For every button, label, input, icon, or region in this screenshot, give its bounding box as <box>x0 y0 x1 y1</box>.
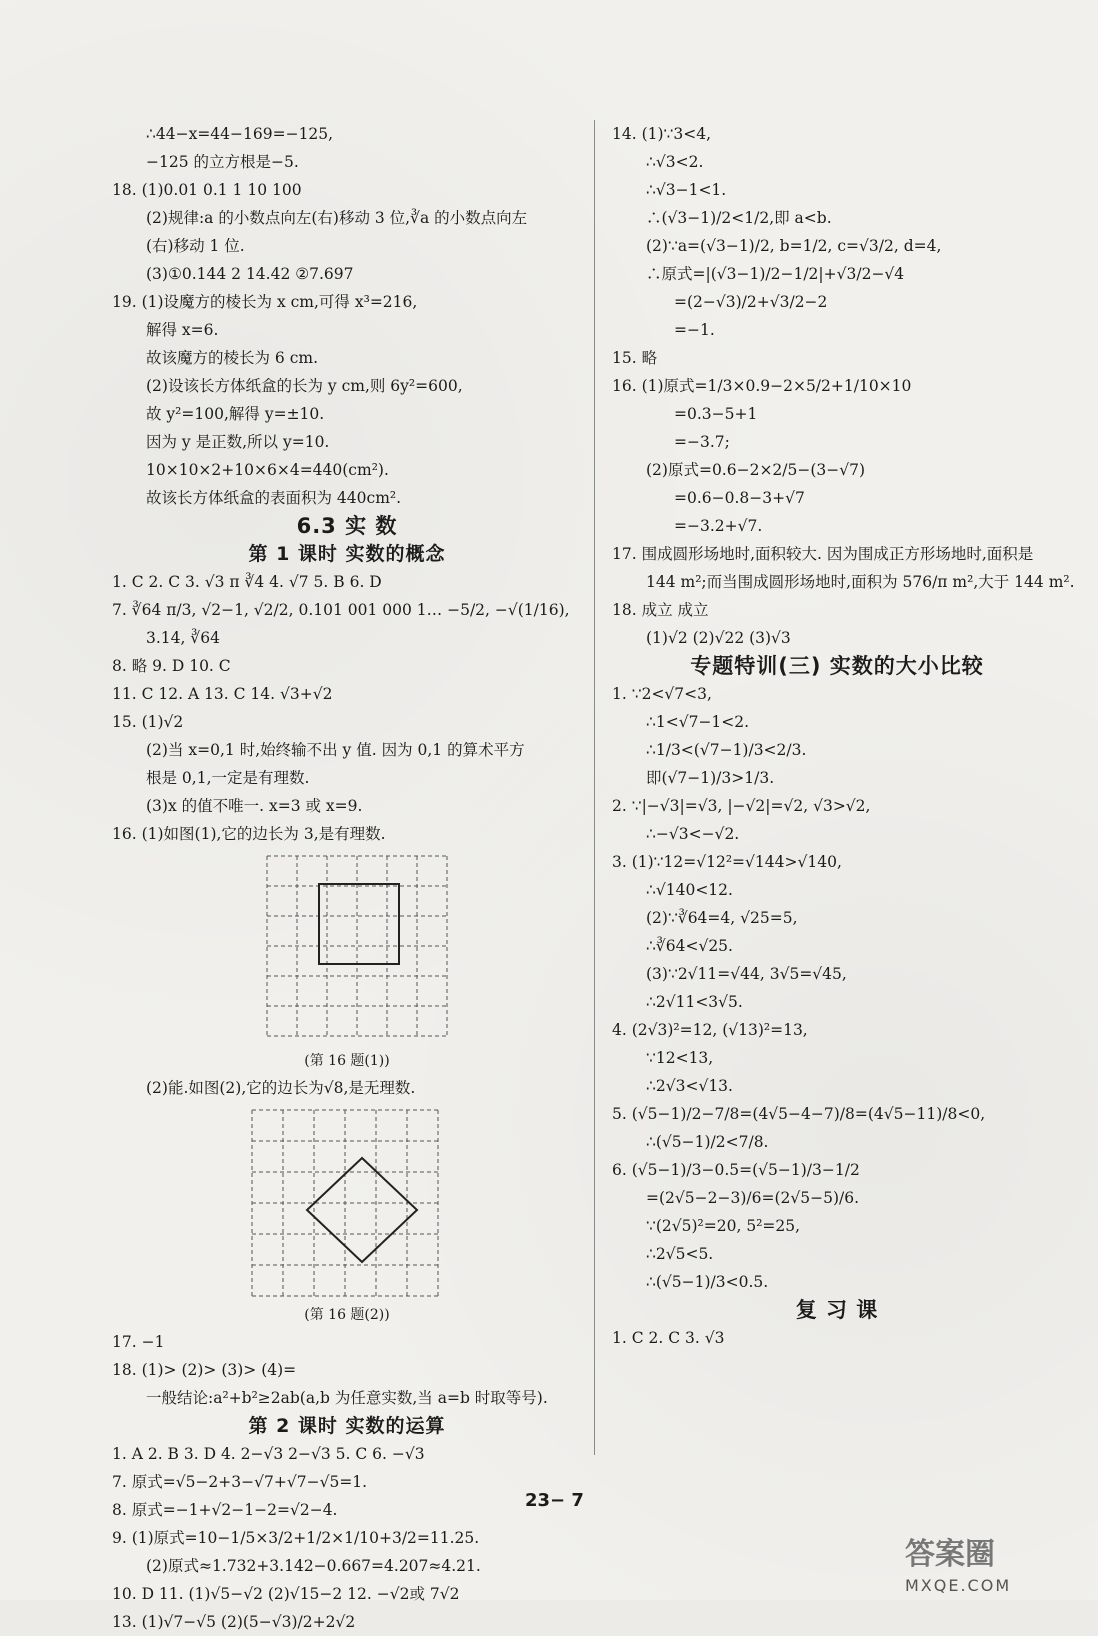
right-column <box>612 120 1075 1352</box>
right-line: =0.3−5+1 <box>674 405 758 423</box>
square-side-3 <box>319 884 399 964</box>
square-side-root8 <box>307 1158 417 1262</box>
right-line: ∴√140<12. <box>646 881 733 899</box>
left-line: 因为 y 是正数,所以 y=10. <box>146 433 330 451</box>
left-line: 7. ∛64 π/3, √2−1, √2/2, 0.101 001 000 1… −5/2, −√(1/16), <box>112 601 570 619</box>
left-tail-line: 1. A 2. B 3. D 4. 2−√3 2−√3 5. C 6. −√3 <box>112 1445 425 1463</box>
right-line: 15. 略 <box>612 349 658 367</box>
left-tail-line: 18. (1)> (2)> (3)> (4)= <box>112 1361 297 1379</box>
left-line: 故该魔方的棱长为 6 cm. <box>146 349 319 367</box>
grid-square-figure <box>112 854 582 1050</box>
right-line: 1. C 2. C 3. √3 <box>612 1329 725 1347</box>
left-line: −125 的立方根是−5. <box>146 153 299 171</box>
left-line: 3.14, ∛64 <box>146 629 220 647</box>
right-line: ∴√3<2. <box>646 153 704 171</box>
left-line: 故 y²=100,解得 y=±10. <box>146 405 325 423</box>
right-line: ∴2√3<√13. <box>646 1077 733 1095</box>
left-mid-lines <box>112 1074 582 1102</box>
right-line: 4. (2√3)²=12, (√13)²=13, <box>612 1021 808 1039</box>
left-line: 6.3 实 数 <box>296 514 398 538</box>
right-line: (2)∵a=(√3−1)/2, b=1/2, c=√3/2, d=4, <box>646 237 942 255</box>
figure-16-2 <box>112 1108 582 1326</box>
left-line: 8. 略 9. D 10. C <box>112 657 231 675</box>
right-line: =−3.2+√7. <box>674 517 763 535</box>
right-line: ∴(√5−1)/2<7/8. <box>646 1133 769 1151</box>
right-line: 5. (√5−1)/2−7/8=(4√5−4−7)/8=(4√5−11)/8<0, <box>612 1105 986 1123</box>
left-tail-line: 8. 原式=−1+√2−1−2=√2−4. <box>112 1501 338 1519</box>
left-tail-line: 9. (1)原式=10−1/5×3/2+1/2×1/10+3/2=11.25. <box>112 1529 480 1547</box>
right-line: =0.6−0.8−3+√7 <box>674 489 805 507</box>
left-tail-line: 7. 原式=√5−2+3−√7+√7−√5=1. <box>112 1473 368 1491</box>
right-line: ∴原式=|(√3−1)/2−1/2|+√3/2−√4 <box>646 265 905 283</box>
right-line: 1. ∵2<√7<3, <box>612 685 712 703</box>
left-line: 16. (1)如图(1),它的边长为 3,是有理数. <box>112 825 386 843</box>
right-line: 即(√7−1)/3>1/3. <box>646 769 775 787</box>
left-tail-line: (2)原式≈1.732+3.142−0.667=4.207≈4.21. <box>146 1557 481 1575</box>
left-line: 10×10×2+10×6×4=440(cm²). <box>146 461 389 479</box>
right-line: (1)√2 (2)√22 (3)√3 <box>646 629 791 647</box>
left-tail-line: 一般结论:a²+b²≥2ab(a,b 为任意实数,当 a=b 时取等号). <box>146 1389 548 1407</box>
column-divider <box>594 120 595 1455</box>
left-column <box>112 120 582 1636</box>
figure-16-1 <box>112 854 582 1072</box>
left-line: 1. C 2. C 3. √3 π ∛4 4. √7 5. B 6. D <box>112 573 382 591</box>
right-line: =−1. <box>674 321 715 339</box>
left-line: (3)x 的值不唯一. x=3 或 x=9. <box>146 797 363 815</box>
grid-tilted-square-figure <box>112 1108 582 1304</box>
left-tail-line: 17. −1 <box>112 1333 165 1351</box>
figure-16-1-caption: (第 16 题(1)) <box>304 1053 390 1069</box>
left-tail-line: 13. (1)√7−√5 (2)(5−√3)/2+2√2 <box>112 1613 356 1631</box>
right-line: ∴2√5<5. <box>646 1245 714 1263</box>
right-line: 14. (1)∵3<4, <box>612 125 712 143</box>
figure-16-2-caption: (第 16 题(2)) <box>304 1307 390 1323</box>
left-line: (2)规律:a 的小数点向左(右)移动 3 位,∛a 的小数点向左 <box>146 209 528 227</box>
left-line: (2)设该长方体纸盒的长为 y cm,则 6y²=600, <box>146 377 463 395</box>
right-line: ∵(2√5)²=20, 5²=25, <box>646 1217 801 1235</box>
page-number: 23− 7 <box>525 1490 584 1511</box>
right-line: 18. 成立 成立 <box>612 601 709 619</box>
right-line: =(2−√3)/2+√3/2−2 <box>674 293 828 311</box>
watermark-text-big: 答案圈 <box>905 1537 995 1572</box>
right-line: ∴(√3−1)/2<1/2,即 a<b. <box>646 209 832 227</box>
right-line: 144 m²;而当围成圆形场地时,面积为 576/π m²,大于 144 m². <box>646 573 1075 591</box>
left-lines <box>112 120 582 848</box>
right-line: ∴√3−1<1. <box>646 181 727 199</box>
left-line: 第 1 课时 实数的概念 <box>248 543 446 565</box>
left-line: 18. (1)0.01 0.1 1 10 100 <box>112 181 302 199</box>
watermark-text-small: MXQE.COM <box>905 1576 1012 1595</box>
left-line: 11. C 12. A 13. C 14. √3+√2 <box>112 685 333 703</box>
right-line: (3)∵2√11=√44, 3√5=√45, <box>646 965 847 983</box>
right-line: =(2√5−2−3)/6=(2√5−5)/6. <box>646 1189 860 1207</box>
right-line: 6. (√5−1)/3−0.5=(√5−1)/3−1/2 <box>612 1161 860 1179</box>
left-line: 19. (1)设魔方的棱长为 x cm,可得 x³=216, <box>112 293 418 311</box>
right-line: (2)原式=0.6−2×2/5−(3−√7) <box>646 461 866 479</box>
right-line: (2)∵∛64=4, √25=5, <box>646 909 798 927</box>
right-line: 16. (1)原式=1/3×0.9−2×5/2+1/10×10 <box>612 377 912 395</box>
left-tail-line: 10. D 11. (1)√5−√2 (2)√15−2 12. −√2或 7√2 <box>112 1585 460 1603</box>
right-line: ∴1<√7−1<2. <box>646 713 750 731</box>
left-line: (2)当 x=0,1 时,始终输不出 y 值. 因为 0,1 的算术平方 <box>146 741 525 759</box>
left-tail-line: 第 2 课时 实数的运算 <box>248 1415 446 1437</box>
right-line: 3. (1)∵12=√12²=√144>√140, <box>612 853 842 871</box>
right-line: ∴−√3<−√2. <box>646 825 740 843</box>
right-line: ∵12<13, <box>646 1049 714 1067</box>
right-line: 2. ∵|−√3|=√3, |−√2|=√2, √3>√2, <box>612 797 871 815</box>
right-line: ∴1/3<(√7−1)/3<2/3. <box>646 741 807 759</box>
left-line: 15. (1)√2 <box>112 713 184 731</box>
right-line: 17. 围成圆形场地时,面积较大. 因为围成正方形场地时,面积是 <box>612 545 1034 563</box>
left-tail-lines <box>112 1328 582 1636</box>
left-line: ∴44−x=44−169=−125, <box>146 125 334 143</box>
right-line: =−3.7; <box>674 433 730 451</box>
watermark-logo <box>905 1535 1085 1595</box>
left-line: (3)①0.144 2 14.42 ②7.697 <box>146 265 354 283</box>
right-lines <box>612 120 1075 1352</box>
right-line: 专题特训(三) 实数的大小比较 <box>690 654 984 678</box>
right-line: ∴2√11<3√5. <box>646 993 743 1011</box>
right-line: ∴(√5−1)/3<0.5. <box>646 1273 769 1291</box>
left-line: (右)移动 1 位. <box>146 237 245 255</box>
right-line: 复 习 课 <box>795 1298 879 1322</box>
right-line: ∴∛64<√25. <box>646 937 733 955</box>
left-mid-line: (2)能.如图(2),它的边长为√8,是无理数. <box>146 1079 416 1097</box>
left-line: 故该长方体纸盒的表面积为 440cm². <box>146 489 402 507</box>
left-line: 解得 x=6. <box>146 321 219 339</box>
left-line: 根是 0,1,一定是有理数. <box>146 769 310 787</box>
